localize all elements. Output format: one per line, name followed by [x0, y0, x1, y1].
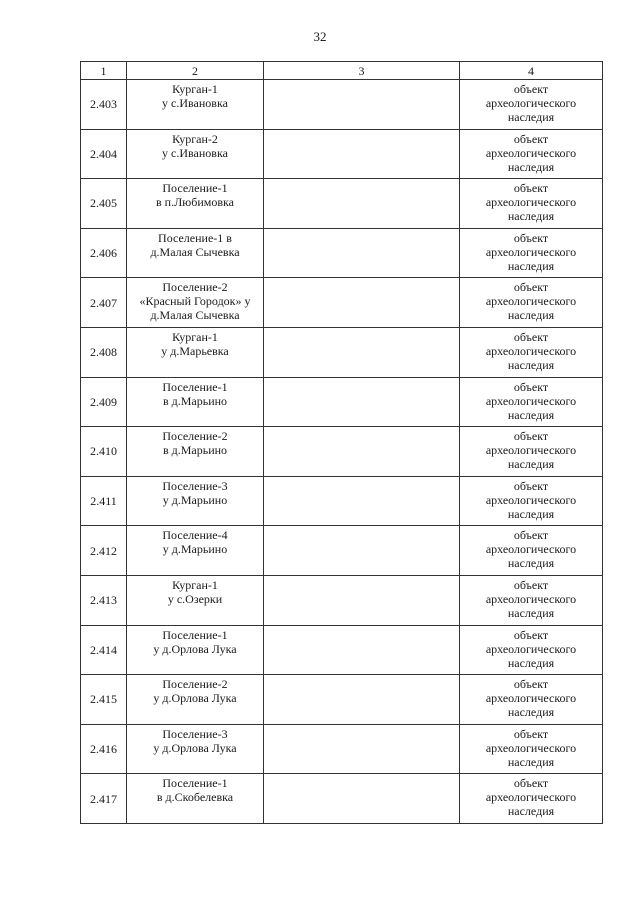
object-name — [127, 80, 264, 130]
object-name-line: Поселение-1 — [162, 776, 228, 791]
object-name-line: у с.Ивановка — [162, 96, 228, 110]
object-name-line: Поселение-4 — [162, 528, 228, 543]
row-number: 2.408 — [81, 327, 127, 377]
table-row — [81, 377, 603, 427]
column-header-1: 1 — [81, 62, 127, 80]
object-name — [127, 575, 264, 625]
object-status-line: наследия — [507, 407, 555, 422]
object-status — [460, 724, 603, 774]
column-3-cell — [264, 80, 460, 130]
object-name — [127, 476, 264, 526]
table-row — [81, 575, 603, 625]
object-status-line: объект — [513, 577, 549, 592]
column-3-cell — [264, 129, 460, 179]
column-3-cell — [264, 179, 460, 229]
object-name-line: у с.Озерки — [167, 591, 223, 606]
object-status-line: объект — [513, 280, 549, 295]
object-status-line: археологического — [485, 244, 577, 259]
object-status-line: археологического — [485, 393, 577, 408]
object-status-line: наследия — [507, 754, 555, 769]
column-3-cell — [264, 228, 460, 278]
object-status — [460, 80, 603, 130]
object-status — [460, 526, 603, 576]
row-number: 2.410 — [81, 427, 127, 477]
table-row — [81, 327, 603, 377]
object-status-line: объект — [513, 181, 549, 196]
object-status-line: наследия — [507, 308, 555, 323]
table-row — [81, 675, 603, 725]
object-status-line: объект — [513, 726, 549, 741]
object-status-line: археологического — [485, 591, 577, 606]
object-status-line: археологического — [485, 790, 577, 805]
table-row — [81, 427, 603, 477]
object-name-line: в д.Скобелевка — [156, 790, 234, 805]
column-3-cell — [264, 427, 460, 477]
object-status — [460, 377, 603, 427]
object-status-line: наследия — [507, 605, 555, 620]
object-status — [460, 179, 603, 229]
column-header-2: 2 — [127, 62, 264, 80]
table-row — [81, 724, 603, 774]
object-status-line: археологического — [485, 343, 577, 358]
table-body — [81, 80, 603, 824]
object-status-line: археологического — [485, 641, 577, 656]
object-status-line: объект — [513, 677, 549, 692]
object-status-line: объект — [513, 528, 549, 543]
object-status-line: наследия — [507, 159, 555, 174]
object-status-line: объект — [513, 627, 549, 642]
object-status — [460, 278, 603, 328]
row-number: 2.414 — [81, 625, 127, 675]
object-name — [127, 327, 264, 377]
object-name-line: у д.Марьино — [162, 492, 228, 507]
object-status-line: наследия — [507, 556, 555, 571]
object-name-line: Курган-1 — [172, 329, 218, 344]
object-name-line: Поселение-1 в — [158, 230, 232, 245]
object-status-line: археологического — [485, 294, 577, 309]
object-name-line: у д.Марьино — [162, 542, 228, 557]
object-name-line: Поселение-1 — [162, 627, 228, 642]
object-status-line: археологического — [485, 195, 577, 210]
object-status-line: объект — [513, 379, 549, 394]
object-name — [127, 625, 264, 675]
object-status-line: объект — [513, 329, 549, 344]
object-name-line: д.Малая Сычевка — [150, 244, 240, 259]
object-name-line: д.Малая Сычевка — [150, 308, 240, 323]
object-status-line: наследия — [507, 209, 555, 224]
object-name — [127, 427, 264, 477]
table-row — [81, 80, 603, 130]
column-3-cell — [264, 675, 460, 725]
column-3-cell — [264, 724, 460, 774]
object-name-line: Поселение-1 — [162, 181, 228, 196]
object-status — [460, 625, 603, 675]
object-status-line: археологического — [485, 145, 577, 160]
column-3-cell — [264, 327, 460, 377]
object-status — [460, 675, 603, 725]
row-number: 2.416 — [81, 724, 127, 774]
object-name — [127, 278, 264, 328]
object-name-line: Поселение-3 — [162, 478, 228, 493]
object-status-line: археологического — [485, 691, 577, 706]
object-name-line: Поселение-2 — [162, 280, 228, 295]
table-header-row — [81, 62, 603, 80]
object-status-line: археологического — [485, 492, 577, 507]
table-row — [81, 476, 603, 526]
table-row — [81, 228, 603, 278]
object-status-line: наследия — [507, 705, 555, 720]
object-name — [127, 526, 264, 576]
object-status-line: наследия — [507, 655, 555, 670]
column-3-cell — [264, 575, 460, 625]
object-name — [127, 179, 264, 229]
object-name-line: в п.Любимовка — [156, 195, 234, 210]
table-row — [81, 625, 603, 675]
row-number: 2.409 — [81, 377, 127, 427]
object-name-line: в д.Марьино — [162, 393, 228, 408]
table-row — [81, 179, 603, 229]
object-name-line: Поселение-1 — [162, 379, 228, 394]
page-number: 32 — [313, 29, 327, 44]
row-number: 2.412 — [81, 526, 127, 576]
row-number: 2.415 — [81, 675, 127, 725]
object-name-line: у д.Орлова Лука — [153, 691, 237, 706]
object-status-line: объект — [513, 478, 549, 493]
row-number: 2.411 — [81, 476, 127, 526]
object-name-line: Поселение-2 — [162, 429, 228, 444]
row-number: 2.417 — [81, 774, 127, 824]
table-row — [81, 526, 603, 576]
column-header-3: 3 — [264, 62, 460, 80]
object-name — [127, 129, 264, 179]
object-name-line: Поселение-2 — [162, 677, 228, 692]
object-name-line: «Красный Городок» у — [139, 294, 251, 309]
object-name-line: Курган-1 — [172, 82, 218, 96]
object-status-line: археологического — [485, 542, 577, 557]
object-status-line: наследия — [507, 804, 555, 819]
object-status-line: объект — [513, 776, 549, 791]
object-status-line: археологического — [485, 740, 577, 755]
object-status-line: наследия — [507, 357, 555, 372]
object-name-line: у с.Ивановка — [162, 145, 228, 160]
row-number: 2.407 — [81, 278, 127, 328]
object-status-line: наследия — [507, 457, 555, 472]
table-row — [81, 129, 603, 179]
column-3-cell — [264, 774, 460, 824]
object-name — [127, 774, 264, 824]
row-number: 2.404 — [81, 129, 127, 179]
column-3-cell — [264, 377, 460, 427]
object-name-line: у д.Марьевка — [161, 343, 229, 358]
object-status — [460, 228, 603, 278]
object-name — [127, 377, 264, 427]
row-number: 2.413 — [81, 575, 127, 625]
column-3-cell — [264, 476, 460, 526]
object-name-line: у д.Орлова Лука — [153, 641, 237, 656]
object-status — [460, 129, 603, 179]
object-status-line: археологического — [485, 443, 577, 458]
object-status — [460, 327, 603, 377]
column-3-cell — [264, 526, 460, 576]
table-row — [81, 278, 603, 328]
object-status-line: объект — [513, 131, 549, 146]
row-number: 2.403 — [81, 80, 127, 130]
object-status-line: объект — [513, 429, 549, 444]
row-number: 2.405 — [81, 179, 127, 229]
table-row — [81, 774, 603, 824]
object-status-line: наследия — [507, 258, 555, 273]
row-number: 2.406 — [81, 228, 127, 278]
object-name — [127, 675, 264, 725]
object-status — [460, 774, 603, 824]
object-status-line: объект — [513, 82, 549, 96]
object-status-line: археологического — [485, 96, 577, 110]
column-header-4: 4 — [460, 62, 603, 80]
object-status-line: наследия — [507, 110, 555, 124]
heritage-registry-table — [80, 61, 603, 824]
object-name-line: в д.Марьино — [162, 443, 228, 458]
object-status — [460, 427, 603, 477]
object-name-line: Курган-2 — [172, 131, 218, 146]
column-3-cell — [264, 278, 460, 328]
object-status-line: объект — [513, 230, 549, 245]
object-name-line: Поселение-3 — [162, 726, 228, 741]
object-status — [460, 575, 603, 625]
object-name — [127, 724, 264, 774]
object-status-line: наследия — [507, 506, 555, 521]
object-status — [460, 476, 603, 526]
object-name-line: у д.Орлова Лука — [153, 740, 237, 755]
column-3-cell — [264, 625, 460, 675]
object-name — [127, 228, 264, 278]
object-name-line: Курган-1 — [172, 577, 218, 592]
